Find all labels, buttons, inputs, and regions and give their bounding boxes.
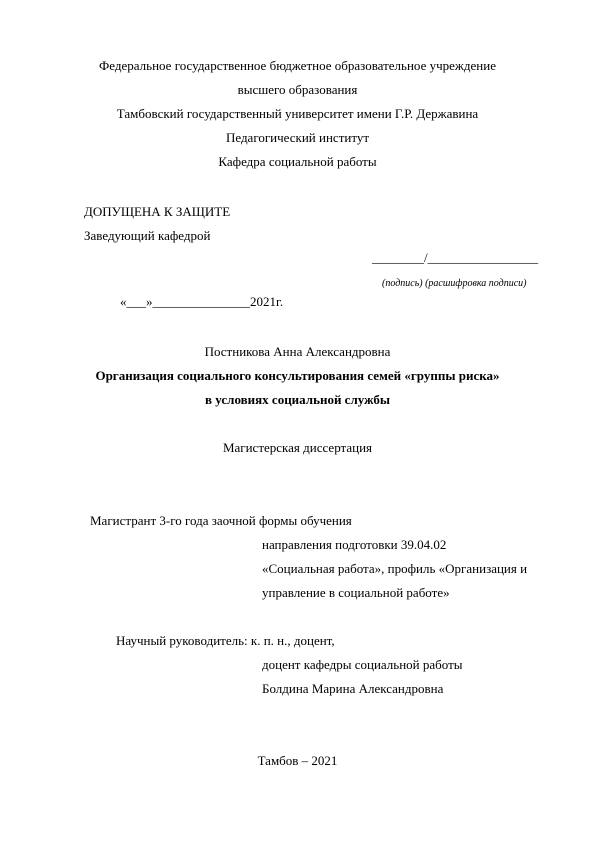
signature-line: ________/_________________ — [372, 250, 539, 265]
thesis-title-line-1: Организация социального консультирования семей «группы риска» — [95, 368, 500, 383]
header-line-1: Федеральное государственное бюджетное образовательное учреждение — [99, 58, 496, 73]
approval-date-line: «___»_______________2021г. — [120, 294, 284, 309]
thesis-title-line-2: в условиях социальной службы — [205, 392, 390, 407]
supervisor-line-2: доцент кафедры социальной работы — [262, 657, 463, 672]
approval-title: ДОПУЩЕНА К ЗАЩИТЕ — [84, 204, 231, 219]
approval-role: Заведующий кафедрой — [84, 228, 211, 243]
supervisor-line-3: Болдина Марина Александровна — [262, 681, 444, 696]
student-line-4: управление в социальной работе» — [262, 585, 450, 600]
author-name: Постникова Анна Александровна — [204, 344, 391, 359]
header-line-2: высшего образования — [237, 82, 358, 97]
work-type: Магистерская диссертация — [222, 440, 373, 455]
supervisor-line-1: Научный руководитель: к. п. н., доцент, — [116, 633, 335, 648]
student-line-1: Магистрант 3-го года заочной формы обучения — [90, 513, 352, 528]
city-year: Тамбов – 2021 — [257, 753, 338, 768]
header-line-3: Тамбовский государственный университет имени Г.Р. Державина — [116, 106, 479, 121]
header-line-5: Кафедра социальной работы — [218, 154, 377, 169]
student-line-2: направления подготовки 39.04.02 — [262, 537, 447, 552]
signature-caption: (подпись) (расшифровка подписи) — [382, 278, 527, 289]
student-line-3: «Социальная работа», профиль «Организация и — [262, 561, 528, 576]
header-line-4: Педагогический институт — [225, 130, 370, 145]
